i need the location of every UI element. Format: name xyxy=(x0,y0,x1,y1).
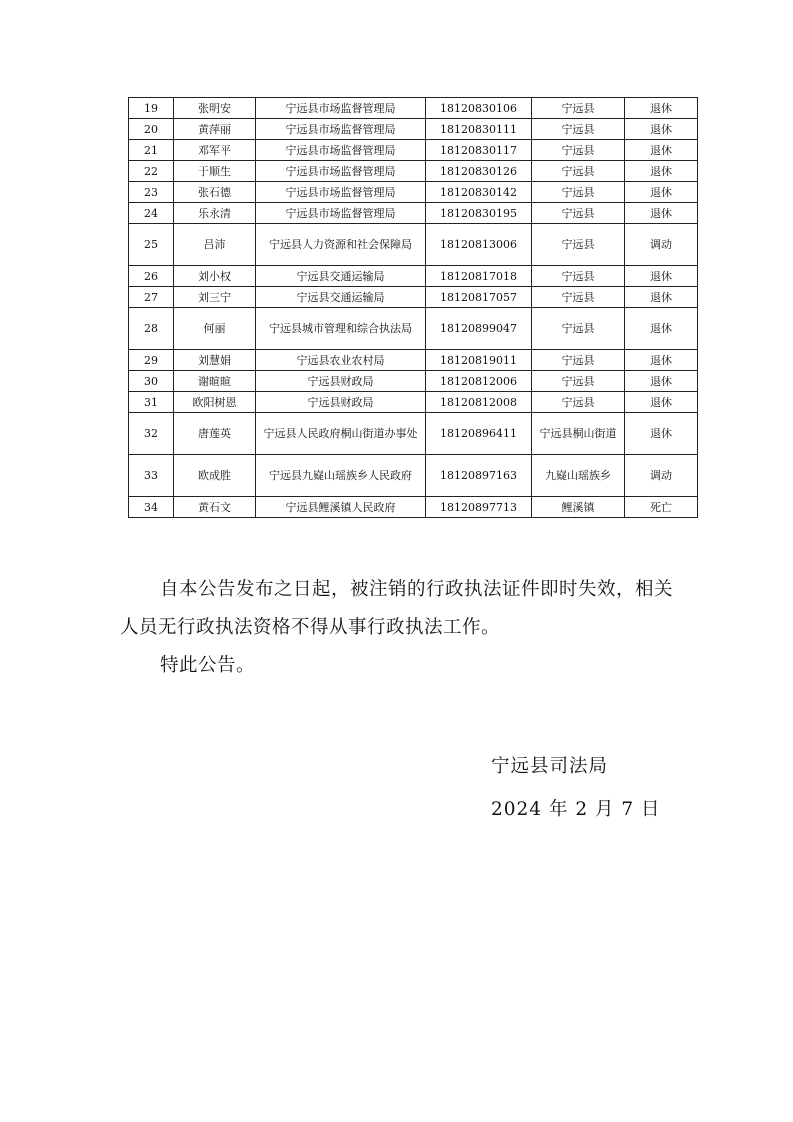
work-unit-cell: 宁远县九嶷山瑶族乡人民政府 xyxy=(256,455,426,497)
row-number-cell: 28 xyxy=(129,308,174,350)
enforcement-area-cell: 宁远县 xyxy=(532,308,625,350)
work-unit-cell: 宁远县交通运输局 xyxy=(256,266,426,287)
certificate-number-cell: 18120813006 xyxy=(426,224,532,266)
table-row xyxy=(129,350,698,371)
row-number-cell: 25 xyxy=(129,224,174,266)
enforcement-area-cell: 宁远县 xyxy=(532,287,625,308)
revocation-reason-cell: 调动 xyxy=(625,455,698,497)
work-unit-cell: 宁远县鲤溪镇人民政府 xyxy=(256,497,426,518)
row-number-cell: 23 xyxy=(129,182,174,203)
revocation-reason-cell: 退休 xyxy=(625,182,698,203)
table-row xyxy=(129,371,698,392)
certificate-number-cell: 18120830142 xyxy=(426,182,532,203)
certificate-number-cell: 18120812008 xyxy=(426,392,532,413)
row-number-cell: 33 xyxy=(129,455,174,497)
person-name-cell: 张石德 xyxy=(174,182,256,203)
enforcement-area-cell: 宁远县 xyxy=(532,266,625,287)
certificate-number-cell: 18120896411 xyxy=(426,413,532,455)
table-row xyxy=(129,182,698,203)
enforcement-area-cell: 宁远县 xyxy=(532,119,625,140)
work-unit-cell: 宁远县市场监督管理局 xyxy=(256,119,426,140)
table-row xyxy=(129,266,698,287)
enforcement-area-cell: 鲤溪镇 xyxy=(532,497,625,518)
revocation-reason-cell: 退休 xyxy=(625,140,698,161)
table-row xyxy=(129,392,698,413)
certificate-number-cell: 18120812006 xyxy=(426,371,532,392)
work-unit-cell: 宁远县财政局 xyxy=(256,392,426,413)
revocation-reason-cell: 退休 xyxy=(625,98,698,119)
issue-date: 2024 年 2 月 7 日 xyxy=(491,799,661,820)
person-name-cell: 于顺生 xyxy=(174,161,256,182)
revocation-reason-cell: 退休 xyxy=(625,161,698,182)
certificate-number-cell: 18120830117 xyxy=(426,140,532,161)
table-row xyxy=(129,287,698,308)
person-name-cell: 欧阳树恩 xyxy=(174,392,256,413)
person-name-cell: 何丽 xyxy=(174,308,256,350)
work-unit-cell: 宁远县财政局 xyxy=(256,371,426,392)
row-number-cell: 20 xyxy=(129,119,174,140)
row-number-cell: 21 xyxy=(129,140,174,161)
person-name-cell: 黄萍丽 xyxy=(174,119,256,140)
certificate-number-cell: 18120897713 xyxy=(426,497,532,518)
closing-phrase: 特此公告。 xyxy=(160,654,256,676)
revocation-reason-cell: 退休 xyxy=(625,266,698,287)
person-name-cell: 欧成胜 xyxy=(174,455,256,497)
revocation-reason-cell: 调动 xyxy=(625,224,698,266)
row-number-cell: 27 xyxy=(129,287,174,308)
person-name-cell: 刘三宁 xyxy=(174,287,256,308)
row-number-cell: 26 xyxy=(129,266,174,287)
work-unit-cell: 宁远县交通运输局 xyxy=(256,287,426,308)
person-name-cell: 谢暄暄 xyxy=(174,371,256,392)
table-row xyxy=(129,203,698,224)
work-unit-cell: 宁远县市场监督管理局 xyxy=(256,203,426,224)
table-row xyxy=(129,497,698,518)
row-number-cell: 24 xyxy=(129,203,174,224)
row-number-cell: 22 xyxy=(129,161,174,182)
enforcement-area-cell: 宁远县 xyxy=(532,224,625,266)
person-name-cell: 吕沛 xyxy=(174,224,256,266)
certificate-number-cell: 18120897163 xyxy=(426,455,532,497)
enforcement-area-cell: 宁远县 xyxy=(532,392,625,413)
enforcement-area-cell: 宁远县 xyxy=(532,182,625,203)
revocation-reason-cell: 退休 xyxy=(625,413,698,455)
work-unit-cell: 宁远县市场监督管理局 xyxy=(256,98,426,119)
table-row xyxy=(129,413,698,455)
row-number-cell: 30 xyxy=(129,371,174,392)
revocation-reason-cell: 退休 xyxy=(625,350,698,371)
revocation-reason-cell: 退休 xyxy=(625,308,698,350)
work-unit-cell: 宁远县人民政府桐山街道办事处 xyxy=(256,413,426,455)
person-name-cell: 刘慧娟 xyxy=(174,350,256,371)
enforcement-area-cell: 宁远县 xyxy=(532,371,625,392)
work-unit-cell: 宁远县农业农村局 xyxy=(256,350,426,371)
enforcement-area-cell: 宁远县 xyxy=(532,161,625,182)
row-number-cell: 32 xyxy=(129,413,174,455)
enforcement-area-cell: 宁远县 xyxy=(532,203,625,224)
row-number-cell: 31 xyxy=(129,392,174,413)
revoked-certificates-table xyxy=(128,97,698,518)
certificate-number-cell: 18120830111 xyxy=(426,119,532,140)
work-unit-cell: 宁远县人力资源和社会保障局 xyxy=(256,224,426,266)
table-row xyxy=(129,119,698,140)
person-name-cell: 唐莲英 xyxy=(174,413,256,455)
person-name-cell: 黄石文 xyxy=(174,497,256,518)
revocation-reason-cell: 死亡 xyxy=(625,497,698,518)
table-row xyxy=(129,161,698,182)
person-name-cell: 乐永清 xyxy=(174,203,256,224)
revocation-reason-cell: 退休 xyxy=(625,371,698,392)
work-unit-cell: 宁远县市场监督管理局 xyxy=(256,182,426,203)
work-unit-cell: 宁远县城市管理和综合执法局 xyxy=(256,308,426,350)
revocation-reason-cell: 退休 xyxy=(625,392,698,413)
notice-paragraph: 自本公告发布之日起，被注销的行政执法证件即时失效，相关人员无行政执法资格不得从事行政执法工作。 xyxy=(120,578,674,638)
table-row xyxy=(129,455,698,497)
certificate-number-cell: 18120830126 xyxy=(426,161,532,182)
revocation-reason-cell: 退休 xyxy=(625,119,698,140)
enforcement-area-cell: 宁远县 xyxy=(532,140,625,161)
enforcement-area-cell: 九嶷山瑶族乡 xyxy=(532,455,625,497)
revocation-reason-cell: 退休 xyxy=(625,203,698,224)
certificate-number-cell: 18120817018 xyxy=(426,266,532,287)
certificate-number-cell: 18120830195 xyxy=(426,203,532,224)
enforcement-area-cell: 宁远县 xyxy=(532,98,625,119)
enforcement-area-cell: 宁远县桐山街道 xyxy=(532,413,625,455)
table-row xyxy=(129,308,698,350)
person-name-cell: 邓军平 xyxy=(174,140,256,161)
certificate-number-cell: 18120819011 xyxy=(426,350,532,371)
table-body xyxy=(129,98,698,518)
table-row xyxy=(129,98,698,119)
enforcement-area-cell: 宁远县 xyxy=(532,350,625,371)
issuing-organization: 宁远县司法局 xyxy=(491,756,609,777)
certificate-number-cell: 18120830106 xyxy=(426,98,532,119)
table-row xyxy=(129,140,698,161)
table-row xyxy=(129,224,698,266)
person-name-cell: 张明安 xyxy=(174,98,256,119)
certificate-number-cell: 18120817057 xyxy=(426,287,532,308)
row-number-cell: 29 xyxy=(129,350,174,371)
revocation-reason-cell: 退休 xyxy=(625,287,698,308)
person-name-cell: 刘小权 xyxy=(174,266,256,287)
row-number-cell: 34 xyxy=(129,497,174,518)
work-unit-cell: 宁远县市场监督管理局 xyxy=(256,161,426,182)
certificate-number-cell: 18120899047 xyxy=(426,308,532,350)
work-unit-cell: 宁远县市场监督管理局 xyxy=(256,140,426,161)
row-number-cell: 19 xyxy=(129,98,174,119)
